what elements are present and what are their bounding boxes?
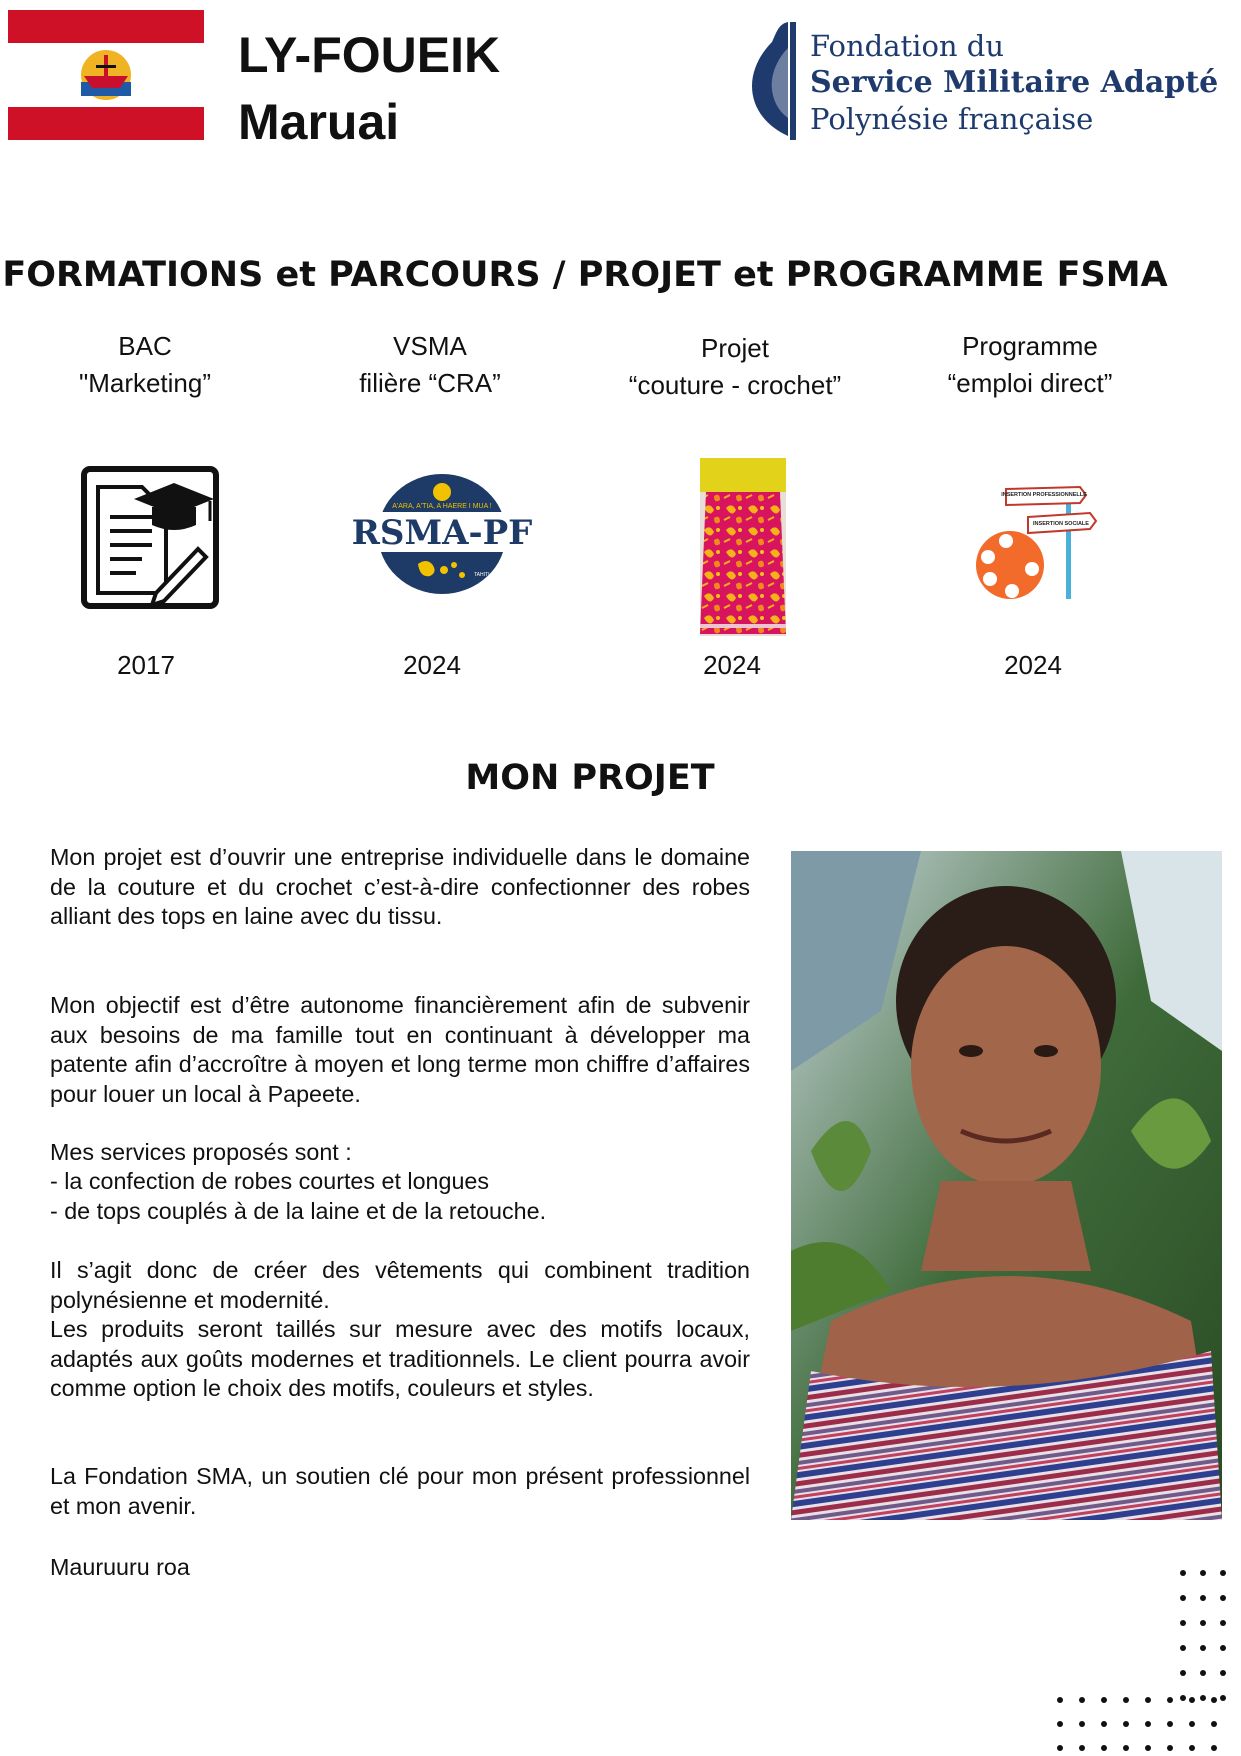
column-programme [880,328,1180,402]
sign-text-1: INSERTION PROFESSIONNELLE [1001,492,1087,498]
rsma-logo [351,472,533,597]
services-item-1: - la confection de robes courtes et longues [50,1168,490,1194]
services-item-2: - de tops couplés à de la laine et de la retouche. [50,1198,547,1224]
column-label: Projet [701,333,769,363]
paragraph-4a: Il s’agit donc de créer des vêtements qui combinent tradition polynésienne et modernité. [50,1257,750,1313]
rsma-place: TAHITI [474,572,490,578]
last-name: LY-FOUEIK [238,27,501,83]
column-vsma [280,328,580,402]
section-title-formations: FORMATIONS et PARCOURS / PROJET et PROGRAMME FSMA [2,255,1168,295]
column-label: BAC [118,331,172,361]
column-sublabel: "Marketing” [78,368,212,398]
first-name: Maruai [238,94,400,150]
rsma-motto: A'ARA, A'TIA, A HAERE I MUA ! [392,503,492,510]
diploma-icon [80,465,220,610]
closing-text: Mauruuru roa [50,1554,190,1580]
portrait-photo [791,851,1222,1520]
logo-line-2: Service Militaire Adapté [810,65,1219,100]
year-projet: 2024 [703,650,761,680]
column-sublabel: “emploi direct” [947,368,1113,398]
section-title-mon-projet: MON PROJET [465,758,715,798]
column-projet [585,330,885,404]
decorative-dots-bottom [1057,1697,1241,1756]
signpost-icon [958,483,1098,603]
column-sublabel: “couture - crochet” [628,370,842,400]
column-sublabel: filière “CRA” [359,368,501,398]
logo-line-1: Fondation du [810,29,1005,63]
column-label: Programme [962,331,1098,361]
rsma-badge-text: RSMA-PF [351,513,533,553]
year-bac: 2017 [117,650,175,680]
fsma-logo-emblem [748,18,808,142]
dress-photo [700,458,786,636]
paragraph-1: Mon projet est d’ouvrir une entreprise individuelle dans le domaine de la couture et du crochet c’est-à-dire confectionner des robes alliant des tops en laine avec du tissu. [50,844,750,929]
year-programme: 2024 [1004,650,1062,680]
sign-text-2: INSERTION SOCIALE [1033,521,1089,527]
paragraph-4b: Les produits seront taillés sur mesure avec des motifs locaux, adaptés aux goûts modernes et traditionnels. Le client pourra avoir comme option le choix des motifs, couleurs et styles. [50,1316,750,1401]
column-bac [0,328,295,402]
logo-line-3: Polynésie française [810,102,1094,136]
year-vsma: 2024 [403,650,461,680]
services-intro: Mes services proposés sont : [50,1139,352,1165]
paragraph-2: Mon objectif est d’être autonome financièrement afin de subvenir aux besoins de ma famille tout en continuant à développer ma patente afin d’accroître à moyen et long terme mon chiffre d’affaires pour louer un local à Papeete. [50,992,750,1107]
paragraph-5: La Fondation SMA, un soutien clé pour mon présent professionnel et mon avenir. [50,1463,750,1519]
column-label: VSMA [393,331,467,361]
french-polynesia-flag [8,10,204,140]
